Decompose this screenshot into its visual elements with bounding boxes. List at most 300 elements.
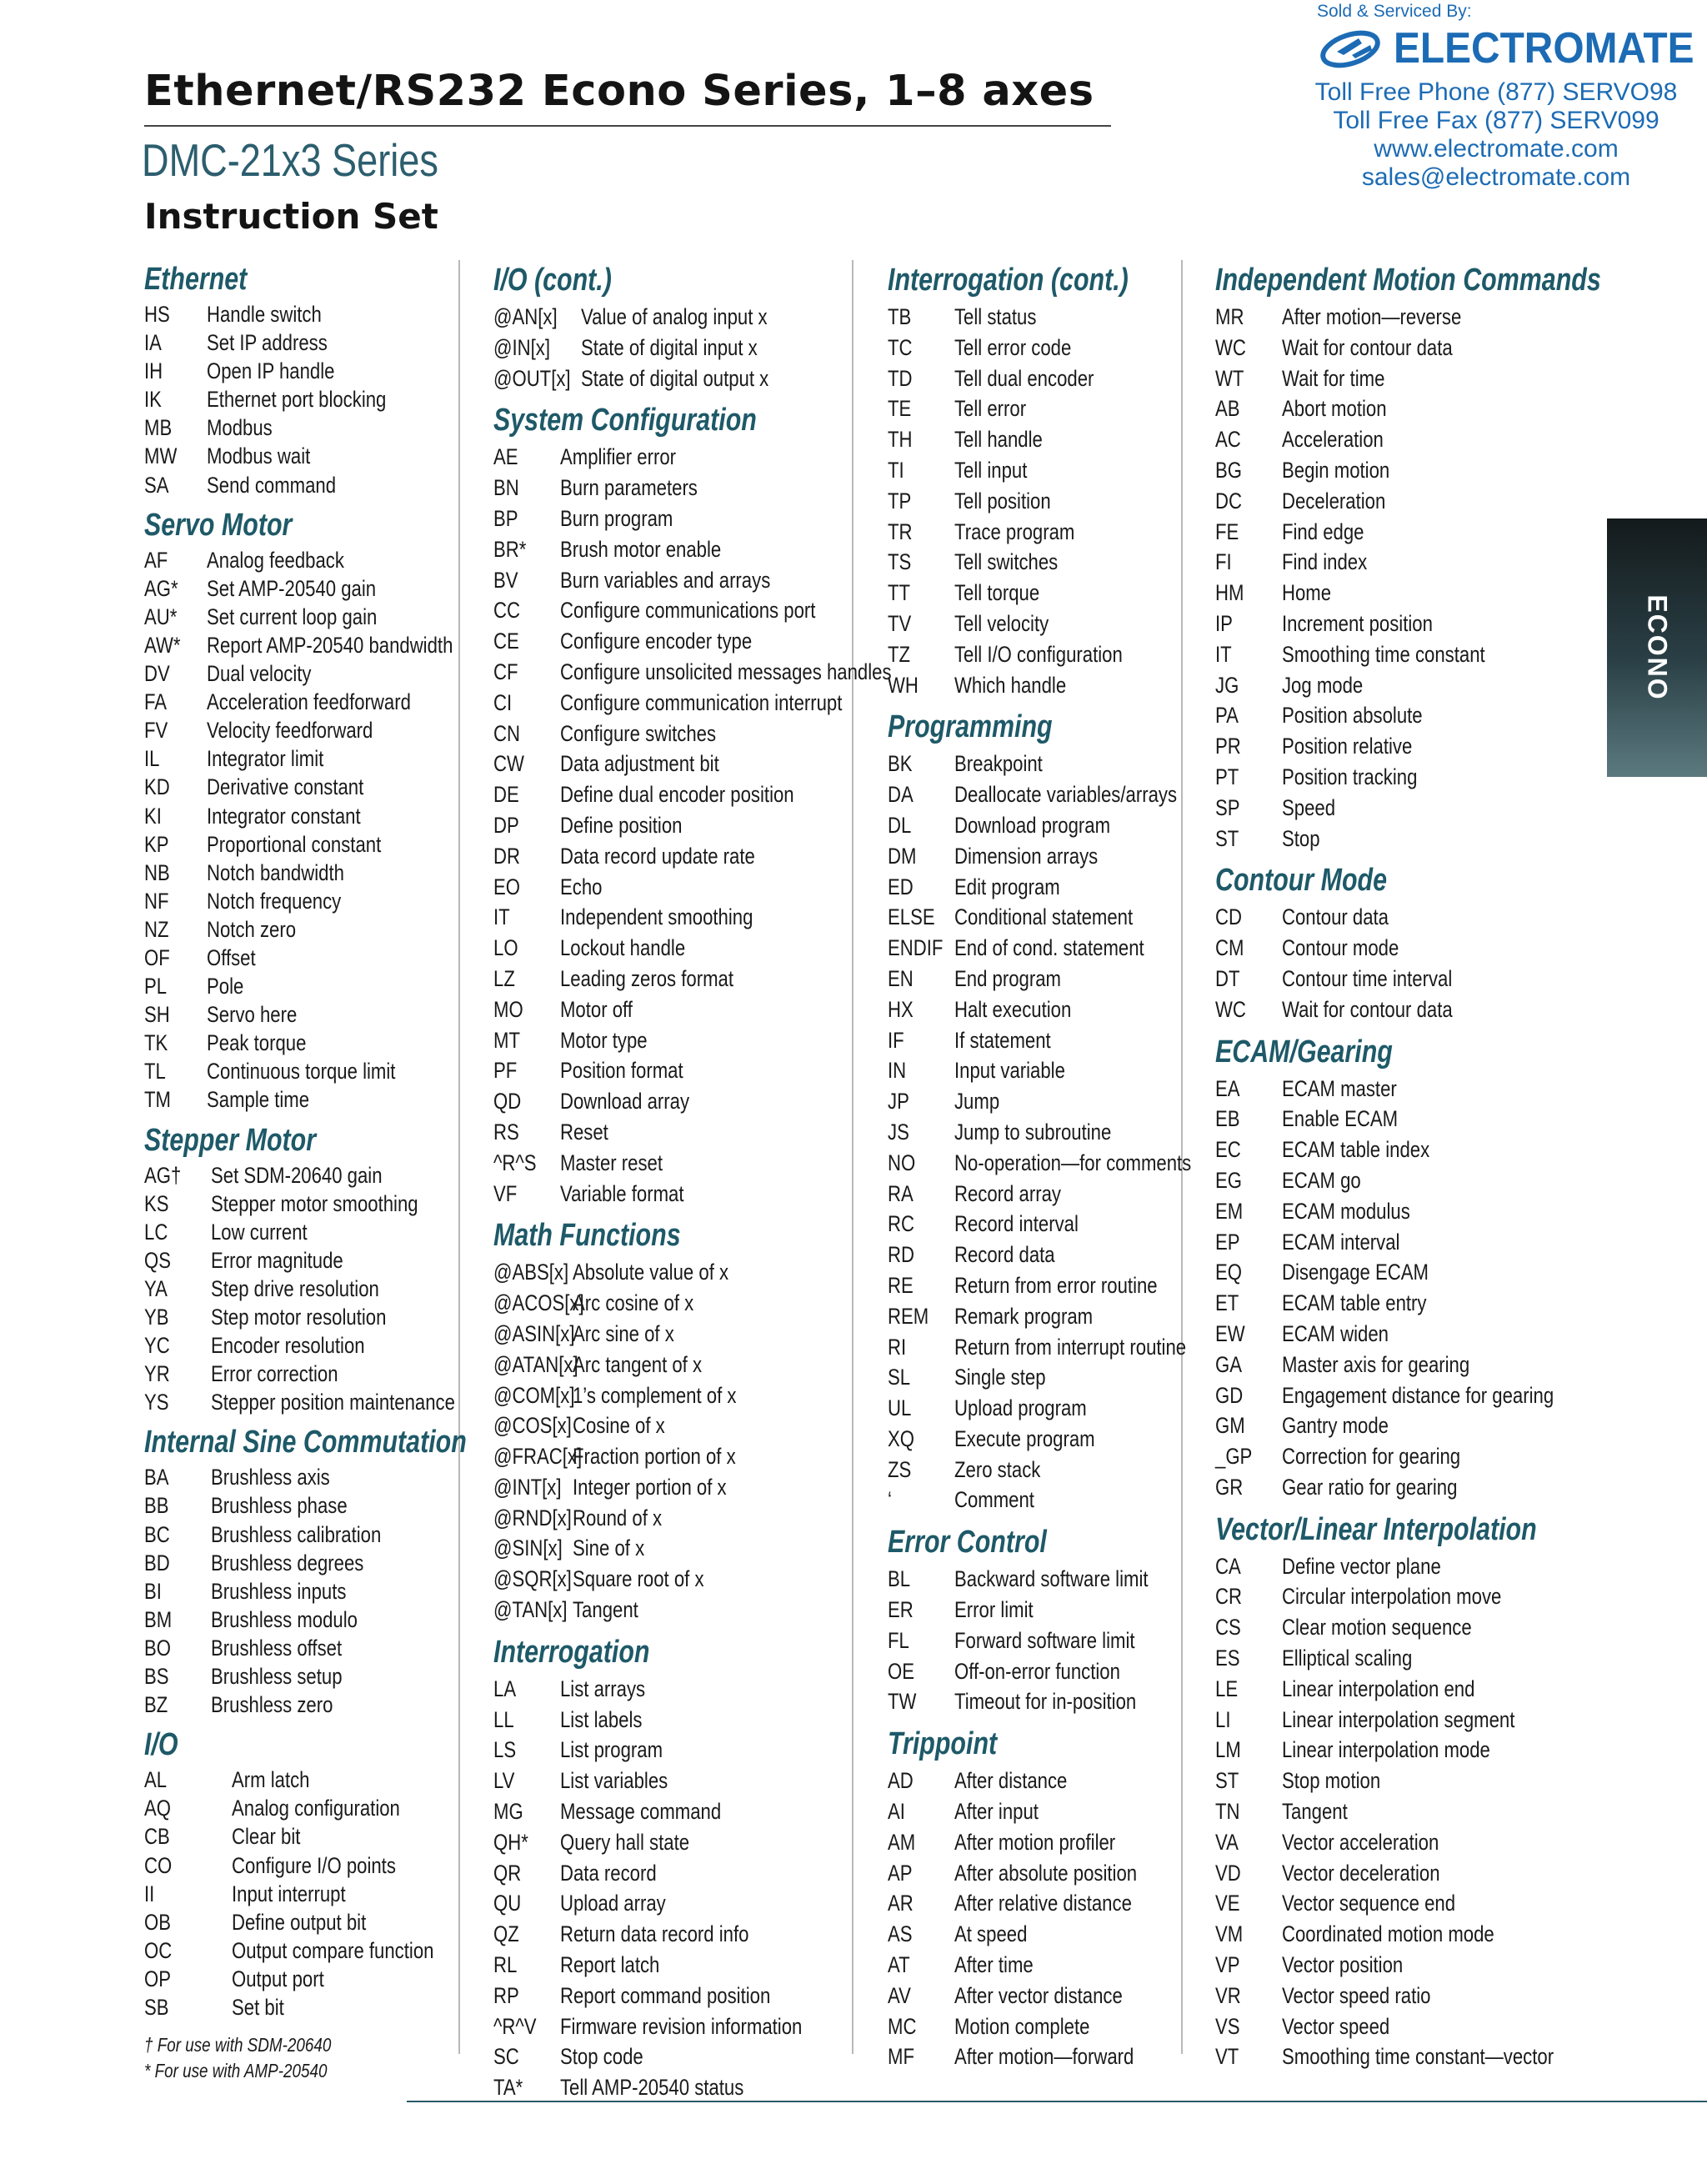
command-row xyxy=(1215,302,1610,333)
section-title: Math Functions xyxy=(493,1218,681,1254)
command-description: Enable ECAM xyxy=(1281,1106,1399,1132)
command-code: FI xyxy=(1215,549,1232,575)
command-description: Trace program xyxy=(954,518,1075,544)
command-code: SP xyxy=(1215,794,1240,820)
command-row xyxy=(1215,1441,1610,1472)
command-code: TP xyxy=(888,488,912,513)
command-section xyxy=(144,258,547,499)
command-description: Stop motion xyxy=(1281,1768,1381,1794)
command-code: EW xyxy=(1215,1320,1245,1346)
command-code: CW xyxy=(493,751,524,777)
command-code: EC xyxy=(1215,1137,1241,1163)
command-row xyxy=(493,964,892,994)
section-heading: Instruction Set xyxy=(144,196,438,237)
command-description: Disengage ECAM xyxy=(1281,1260,1429,1285)
command-code: LO xyxy=(493,935,518,961)
command-code: WC xyxy=(1215,996,1246,1022)
command-row xyxy=(888,994,1191,1025)
command-description: ECAM interval xyxy=(1281,1229,1400,1255)
command-row xyxy=(888,841,1191,872)
command-row xyxy=(1215,455,1610,486)
command-row xyxy=(493,2011,892,2042)
command-row xyxy=(1215,1858,1610,1889)
command-description: Contour mode xyxy=(1281,935,1399,961)
command-row xyxy=(144,1190,474,1218)
command-description: Message command xyxy=(559,1799,722,1825)
command-code: CN xyxy=(493,720,520,746)
command-code: ‘ xyxy=(888,1487,892,1513)
command-code: RL xyxy=(493,1952,518,1978)
command-description: Coordinated motion mode xyxy=(1281,1921,1494,1947)
email-link[interactable]: sales@electromate.com xyxy=(1361,163,1631,191)
command-description: Brushless zero xyxy=(210,1692,333,1718)
command-row xyxy=(1215,1581,1610,1612)
command-code: VR xyxy=(1215,1982,1241,2008)
command-row xyxy=(493,779,892,810)
command-description: Single step xyxy=(954,1365,1046,1390)
command-row xyxy=(1215,824,1610,854)
command-row xyxy=(144,1463,474,1491)
command-description: ECAM widen xyxy=(1281,1320,1389,1346)
command-code: AL xyxy=(144,1767,168,1793)
command-row xyxy=(888,424,1191,455)
command-code: SC xyxy=(493,2044,519,2070)
command-row xyxy=(493,1950,892,1981)
command-description: Round of x xyxy=(572,1505,663,1530)
command-code: ER xyxy=(888,1597,914,1623)
command-description: Elliptical scaling xyxy=(1281,1646,1413,1671)
command-description: Configure encoder type xyxy=(559,629,753,654)
command-code: CB xyxy=(144,1824,170,1850)
command-code: OF xyxy=(144,944,170,970)
command-row xyxy=(144,915,474,944)
command-description: Burn parameters xyxy=(559,475,698,501)
command-code: AT xyxy=(888,1952,910,1978)
command-row xyxy=(144,1303,474,1331)
command-row xyxy=(1215,1766,1610,1796)
command-code: EA xyxy=(1215,1075,1240,1101)
website-link[interactable]: www.electromate.com xyxy=(1374,135,1619,163)
command-section xyxy=(1215,258,1697,854)
command-code: AB xyxy=(1215,396,1240,422)
command-section xyxy=(888,258,1258,700)
command-code: BO xyxy=(144,1635,171,1661)
command-code: TH xyxy=(888,427,913,453)
command-row xyxy=(493,2072,892,2103)
command-row xyxy=(1215,639,1610,670)
command-description: ECAM go xyxy=(1281,1167,1361,1193)
command-code: BM xyxy=(144,1606,173,1632)
command-code: GR xyxy=(1215,1474,1244,1500)
command-row xyxy=(493,2041,892,2072)
command-description: After motion—reverse xyxy=(1281,304,1462,329)
command-row xyxy=(493,1257,892,1288)
command-code: MC xyxy=(888,2013,917,2039)
brand-name: ELECTROMATE xyxy=(1394,24,1694,73)
column-1 xyxy=(144,258,547,2021)
command-code: CS xyxy=(1215,1615,1241,1641)
command-row xyxy=(1215,2041,1610,2072)
footnotes xyxy=(144,2034,331,2086)
command-code: AE xyxy=(493,444,518,470)
command-row xyxy=(493,333,892,363)
command-code: OB xyxy=(144,1909,171,1935)
command-row xyxy=(493,1705,892,1736)
command-row xyxy=(493,1888,892,1919)
command-section xyxy=(144,1421,547,1719)
command-code: TK xyxy=(144,1030,168,1056)
command-description: Brushless axis xyxy=(210,1465,330,1490)
command-code: VS xyxy=(1215,2013,1240,2039)
command-description: Output port xyxy=(231,1966,324,1991)
command-row xyxy=(1215,578,1610,609)
command-code: AF xyxy=(144,547,168,573)
command-code: MG xyxy=(493,1799,523,1825)
command-description: Motion complete xyxy=(954,2013,1090,2039)
command-row xyxy=(493,1766,892,1796)
command-code: IF xyxy=(888,1027,904,1053)
command-description: Peak torque xyxy=(206,1030,307,1056)
column-4 xyxy=(1215,258,1697,2072)
command-code: RA xyxy=(888,1180,914,1206)
command-description: Integrator constant xyxy=(206,803,361,829)
command-description: Encoder resolution xyxy=(210,1333,365,1359)
command-description: Breakpoint xyxy=(954,751,1043,777)
section-title: Contour Mode xyxy=(1215,863,1388,899)
command-row xyxy=(493,841,892,872)
command-row xyxy=(888,1209,1191,1240)
command-row xyxy=(888,1270,1191,1301)
command-row xyxy=(888,1332,1191,1363)
command-row xyxy=(888,333,1191,363)
command-row xyxy=(888,1117,1191,1148)
command-description: Stop code xyxy=(559,2044,643,2070)
command-code: XQ xyxy=(888,1425,914,1451)
command-description: Correction for gearing xyxy=(1281,1444,1461,1470)
command-description: Configure I/O points xyxy=(231,1852,396,1878)
command-description: Modbus wait xyxy=(206,443,311,469)
command-section xyxy=(888,1520,1258,1717)
command-code: RI xyxy=(888,1334,907,1360)
command-code: TC xyxy=(888,334,913,360)
command-description: Modbus xyxy=(206,415,273,441)
command-row xyxy=(1215,1643,1610,1674)
command-code: ET xyxy=(1215,1290,1239,1316)
command-row xyxy=(144,1662,474,1691)
command-row xyxy=(144,1085,474,1114)
command-code: NB xyxy=(144,859,170,885)
command-row xyxy=(888,1827,1191,1858)
command-code: AV xyxy=(888,1982,911,2008)
command-row xyxy=(493,1025,892,1056)
command-row xyxy=(888,2041,1191,2072)
command-row xyxy=(144,830,474,859)
command-description: Stepper position maintenance xyxy=(210,1390,455,1415)
command-code: LV xyxy=(493,1768,515,1794)
command-row xyxy=(888,1564,1191,1595)
command-row xyxy=(1215,1165,1610,1196)
command-description: Tell I/O configuration xyxy=(954,641,1123,667)
command-code: SH xyxy=(144,1002,170,1028)
command-description: No-operation—for comments xyxy=(954,1150,1192,1175)
command-description: After distance xyxy=(954,1768,1068,1794)
command-code: @SQR[x] xyxy=(493,1566,572,1592)
command-code: ES xyxy=(1215,1646,1240,1671)
command-description: End of cond. statement xyxy=(954,935,1144,961)
command-row xyxy=(493,626,892,657)
command-row xyxy=(144,1161,474,1190)
command-description: Jump to subroutine xyxy=(954,1119,1112,1145)
command-code: BR* xyxy=(493,536,527,562)
command-code: BI xyxy=(144,1578,162,1604)
command-code: AC xyxy=(1215,427,1241,453)
command-description: Conditional statement xyxy=(954,904,1134,930)
command-row xyxy=(1215,333,1610,363)
command-row xyxy=(1215,1227,1610,1258)
command-code: DL xyxy=(888,812,912,838)
command-code: @RND[x] xyxy=(493,1505,572,1530)
command-row xyxy=(888,1919,1191,1950)
command-description: Error limit xyxy=(954,1597,1034,1623)
command-description: List variables xyxy=(559,1768,668,1794)
command-row xyxy=(888,578,1191,609)
command-code: BV xyxy=(493,567,518,593)
command-row xyxy=(888,393,1191,424)
command-row xyxy=(144,1851,474,1880)
command-row xyxy=(1215,547,1610,578)
command-description: Value of analog input x xyxy=(580,304,768,329)
phone-text: Toll Free Phone (877) SERVO98 xyxy=(1314,78,1678,106)
command-code: NZ xyxy=(144,916,169,942)
command-code: @ATAN[x] xyxy=(493,1351,578,1377)
command-description: Smoothing time constant—vector xyxy=(1281,2044,1554,2070)
command-code: RC xyxy=(888,1211,914,1237)
command-code: VD xyxy=(1215,1860,1241,1886)
command-description: Upload array xyxy=(559,1891,666,1916)
command-description: Define vector plane xyxy=(1281,1553,1441,1579)
command-row xyxy=(1215,1135,1610,1165)
section-title: Servo Motor xyxy=(144,507,293,543)
command-description: Burn variables and arrays xyxy=(559,567,771,593)
command-code: TT xyxy=(888,580,911,606)
command-row xyxy=(493,719,892,749)
command-code: JS xyxy=(888,1119,909,1145)
command-code: @ABS[x] xyxy=(493,1260,569,1285)
command-description: List program xyxy=(559,1737,663,1763)
command-code: IK xyxy=(144,387,162,413)
command-description: Tangent xyxy=(572,1597,638,1623)
command-row xyxy=(888,1455,1191,1485)
command-description: Vector acceleration xyxy=(1281,1829,1439,1855)
command-description: Vector sequence end xyxy=(1281,1891,1456,1916)
command-description: Arc cosine of x xyxy=(572,1290,694,1316)
command-code: @INT[x] xyxy=(493,1474,562,1500)
command-code: FV xyxy=(144,718,168,744)
command-code: OP xyxy=(144,1966,171,1991)
section-title: Independent Motion Commands xyxy=(1215,263,1601,298)
command-description: Master axis for gearing xyxy=(1281,1351,1470,1377)
command-code: BG xyxy=(1215,457,1242,483)
command-description: Return from interrupt routine xyxy=(954,1334,1187,1360)
command-description: State of digital output x xyxy=(580,365,769,391)
command-description: Wait for contour data xyxy=(1281,334,1453,360)
command-row xyxy=(144,1766,474,1794)
command-description: Sample time xyxy=(206,1087,310,1113)
command-description: Firmware revision information xyxy=(559,2013,803,2039)
command-row xyxy=(493,1595,892,1625)
command-description: Which handle xyxy=(954,672,1067,698)
command-description: If statement xyxy=(954,1027,1051,1053)
command-description: Gear ratio for gearing xyxy=(1281,1474,1458,1500)
command-description: Notch frequency xyxy=(206,888,342,914)
command-description: Stepper motor smoothing xyxy=(210,1190,418,1216)
command-description: Configure communications port xyxy=(559,598,816,624)
command-row xyxy=(1215,793,1610,824)
command-row xyxy=(493,1350,892,1380)
command-code: KP xyxy=(144,831,169,857)
command-code: AD xyxy=(888,1768,914,1794)
command-description: Download array xyxy=(559,1089,690,1115)
command-code: @TAN[x] xyxy=(493,1597,568,1623)
command-code: AG† xyxy=(144,1162,182,1188)
command-description: Cosine of x xyxy=(572,1413,665,1439)
command-description: Arc sine of x xyxy=(572,1320,674,1346)
command-description: Record interval xyxy=(954,1211,1079,1237)
command-code: SL xyxy=(888,1365,911,1390)
command-row xyxy=(144,773,474,801)
section-title: Programming xyxy=(888,709,1053,745)
command-description: ECAM table entry xyxy=(1281,1290,1427,1316)
command-code: EP xyxy=(1215,1229,1240,1255)
command-code: GD xyxy=(1215,1382,1244,1408)
command-code: VE xyxy=(1215,1891,1240,1916)
command-description: Absolute value of x xyxy=(572,1260,729,1285)
command-code: NF xyxy=(144,888,169,914)
command-description: Offset xyxy=(206,944,256,970)
command-row xyxy=(493,1380,892,1411)
command-row xyxy=(144,300,474,328)
command-row xyxy=(888,1686,1191,1717)
command-description: Send command xyxy=(206,472,337,498)
fax-text: Toll Free Fax (877) SERV099 xyxy=(1333,107,1659,134)
command-section xyxy=(1215,859,1697,1024)
command-code: TD xyxy=(888,365,913,391)
command-section xyxy=(144,504,547,1115)
command-description: Execute program xyxy=(954,1425,1095,1451)
command-description: Comment xyxy=(954,1487,1034,1513)
command-row xyxy=(888,1393,1191,1424)
command-row xyxy=(1215,1196,1610,1227)
command-description: Continuous torque limit xyxy=(206,1059,396,1084)
command-description: Off-on-error function xyxy=(954,1658,1120,1684)
command-code: OC xyxy=(144,1937,173,1963)
command-row xyxy=(144,1634,474,1662)
command-description: After motion—forward xyxy=(954,2044,1134,2070)
command-code: IA xyxy=(144,330,162,356)
command-row xyxy=(144,1491,474,1520)
electromate-logo-icon xyxy=(1319,27,1389,68)
command-row xyxy=(493,1735,892,1766)
command-description: Linear interpolation segment xyxy=(1281,1706,1515,1732)
section-title: ECAM/Gearing xyxy=(1215,1034,1393,1069)
command-code: ZS xyxy=(888,1456,912,1482)
command-row xyxy=(1215,363,1610,394)
command-row xyxy=(1215,609,1610,639)
command-code: CR xyxy=(1215,1584,1242,1610)
command-code: BB xyxy=(144,1493,169,1519)
command-code: TE xyxy=(888,396,912,422)
column-3 xyxy=(888,258,1258,2072)
command-row xyxy=(144,603,474,631)
command-code: MR xyxy=(1215,304,1244,329)
command-description: Step drive resolution xyxy=(210,1275,379,1301)
command-code: REM xyxy=(888,1303,929,1329)
command-row xyxy=(1215,933,1610,964)
command-description: State of digital input x xyxy=(580,334,758,360)
command-code: FL xyxy=(888,1627,909,1653)
command-code: UL xyxy=(888,1395,912,1421)
command-description: Set current loop gain xyxy=(206,604,378,629)
command-row xyxy=(144,631,474,659)
command-code: IL xyxy=(144,746,160,772)
section-title: Ethernet xyxy=(144,262,248,297)
command-row xyxy=(1215,486,1610,517)
command-description: Notch bandwidth xyxy=(206,859,344,885)
command-description: Pole xyxy=(206,974,244,999)
command-description: Deceleration xyxy=(1281,488,1386,513)
command-row xyxy=(493,1919,892,1950)
command-row xyxy=(888,609,1191,639)
command-code: LE xyxy=(1215,1676,1239,1701)
command-description: Tell input xyxy=(954,457,1028,483)
command-description: Clear bit xyxy=(231,1824,301,1850)
command-code: YC xyxy=(144,1333,170,1359)
command-description: Report command position xyxy=(559,1982,771,2008)
command-description: Edit program xyxy=(954,874,1060,899)
command-row xyxy=(493,872,892,903)
command-code: CO xyxy=(144,1852,173,1878)
command-description: Forward software limit xyxy=(954,1627,1135,1653)
command-code: JP xyxy=(888,1089,909,1115)
command-code: TN xyxy=(1215,1799,1240,1825)
command-row xyxy=(888,302,1191,333)
series-name: DMC-21x3 Series xyxy=(142,134,438,186)
command-row xyxy=(493,657,892,688)
command-row xyxy=(888,455,1191,486)
command-description: Reset xyxy=(559,1119,608,1145)
command-description: Tell position xyxy=(954,488,1051,513)
command-row xyxy=(493,302,892,333)
command-code: TA* xyxy=(493,2075,523,2101)
side-tab-label: ECONO xyxy=(1642,594,1673,701)
command-row xyxy=(1215,902,1610,933)
command-description: Vector speed xyxy=(1281,2013,1390,2039)
command-section xyxy=(144,1120,547,1417)
command-description: Input variable xyxy=(954,1058,1065,1084)
command-description: Tell dual encoder xyxy=(954,365,1094,391)
command-code: ELSE xyxy=(888,904,935,930)
command-code: AI xyxy=(888,1799,905,1825)
command-row xyxy=(888,1796,1191,1827)
command-code: @COM[x] xyxy=(493,1382,575,1408)
command-row xyxy=(888,933,1191,964)
command-code: VM xyxy=(1215,1921,1244,1947)
command-description: Low current xyxy=(210,1219,308,1245)
command-code: NO xyxy=(888,1150,916,1175)
command-code: AM xyxy=(888,1829,916,1855)
command-description: Brushless phase xyxy=(210,1493,348,1519)
command-row xyxy=(888,1055,1191,1086)
